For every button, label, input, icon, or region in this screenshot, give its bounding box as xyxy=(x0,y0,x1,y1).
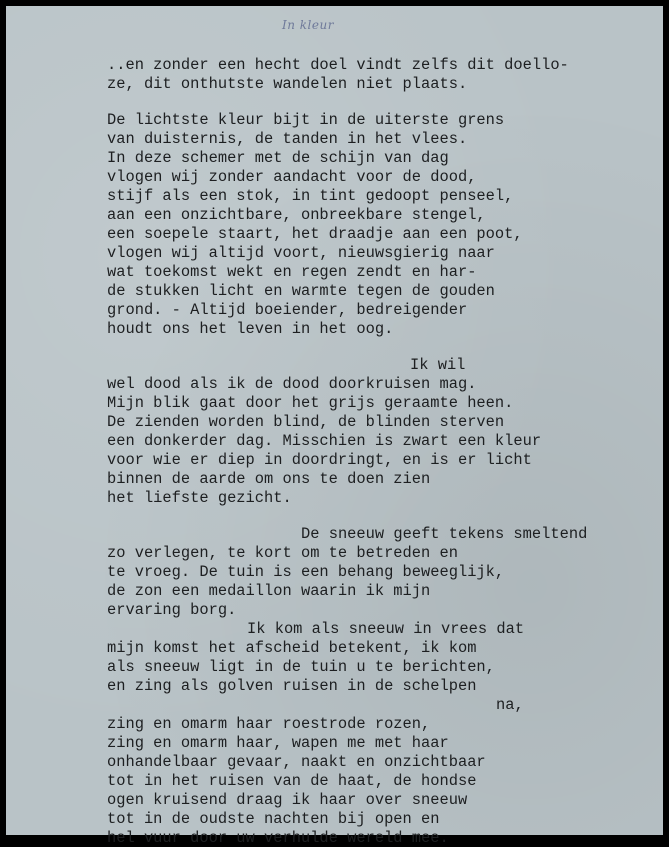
text-line: onhandelbaar gevaar, naakt en onzichtbaar xyxy=(107,753,486,771)
text-line: hel vuur door uw verhulde wereld mee. xyxy=(107,829,449,847)
text-line: Mijn blik gaat door het grijs geraamte heen. xyxy=(107,394,514,412)
text-line: ervaring borg. xyxy=(107,601,237,619)
text-line: tot in het ruisen van de haat, de hondse xyxy=(107,772,477,790)
text-line: De zienden worden blind, de blinden sterven xyxy=(107,413,505,431)
text-line: voor wie er diep in doordringt, en is er licht xyxy=(107,451,532,469)
text-line: Ik kom als sneeuw in vrees dat xyxy=(247,620,525,638)
text-line: en zing als golven ruisen in de schelpen xyxy=(107,677,477,695)
text-line: als sneeuw ligt in de tuin u te berichten, xyxy=(107,658,495,676)
text-line: De sneeuw geeft tekens smeltend xyxy=(301,525,588,543)
text-line: In deze schemer met de schijn van dag xyxy=(107,149,449,167)
text-line: aan een onzichtbare, onbreekbare stengel, xyxy=(107,206,486,224)
text-line: de zon een medaillon waarin ik mijn xyxy=(107,582,431,600)
text-line: tot in de oudste nachten bij open en xyxy=(107,810,440,828)
text-line: Ik wil xyxy=(410,356,466,374)
typewritten-page xyxy=(6,6,663,847)
text-line: ..en zonder een hecht doel vindt zelfs dit doello- xyxy=(107,56,569,74)
text-line: een soepele staart, het draadje aan een poot, xyxy=(107,225,523,243)
handwritten-annotation: In kleur xyxy=(282,18,334,32)
text-line: zo verlegen, te kort om te betreden en xyxy=(107,544,458,562)
text-line: zing en omarm haar, wapen me met haar xyxy=(107,734,449,752)
text-line: mijn komst het afscheid betekent, ik kom xyxy=(107,639,477,657)
text-line: stijf als een stok, in tint gedoopt penseel, xyxy=(107,187,514,205)
text-line: binnen de aarde om ons te doen zien xyxy=(107,470,431,488)
text-line: van duisternis, de tanden in het vlees. xyxy=(107,130,468,148)
text-line: na, xyxy=(496,696,524,714)
text-line: ogen kruisend draag ik haar over sneeuw xyxy=(107,791,468,809)
text-line: de stukken licht en warmte tegen de gouden xyxy=(107,282,495,300)
text-line: ze, dit onthutste wandelen niet plaats. xyxy=(107,75,468,93)
text-line: vlogen wij zonder aandacht voor de dood, xyxy=(107,168,477,186)
text-line: wel dood als ik de dood doorkruisen mag. xyxy=(107,375,477,393)
text-line: het liefste gezicht. xyxy=(107,489,292,507)
text-line: te vroeg. De tuin is een behang beweeglijk, xyxy=(107,563,505,581)
text-line: zing en omarm haar roestrode rozen, xyxy=(107,715,431,733)
text-line: grond. - Altijd boeiender, bedreigender xyxy=(107,301,468,319)
text-line: De lichtste kleur bijt in de uiterste grens xyxy=(107,111,505,129)
text-line: wat toekomst wekt en regen zendt en har- xyxy=(107,263,477,281)
text-line: vlogen wij altijd voort, nieuwsgierig naar xyxy=(107,244,495,262)
text-line: houdt ons het leven in het oog. xyxy=(107,320,394,338)
text-line: een donkerder dag. Misschien is zwart een kleur xyxy=(107,432,542,450)
